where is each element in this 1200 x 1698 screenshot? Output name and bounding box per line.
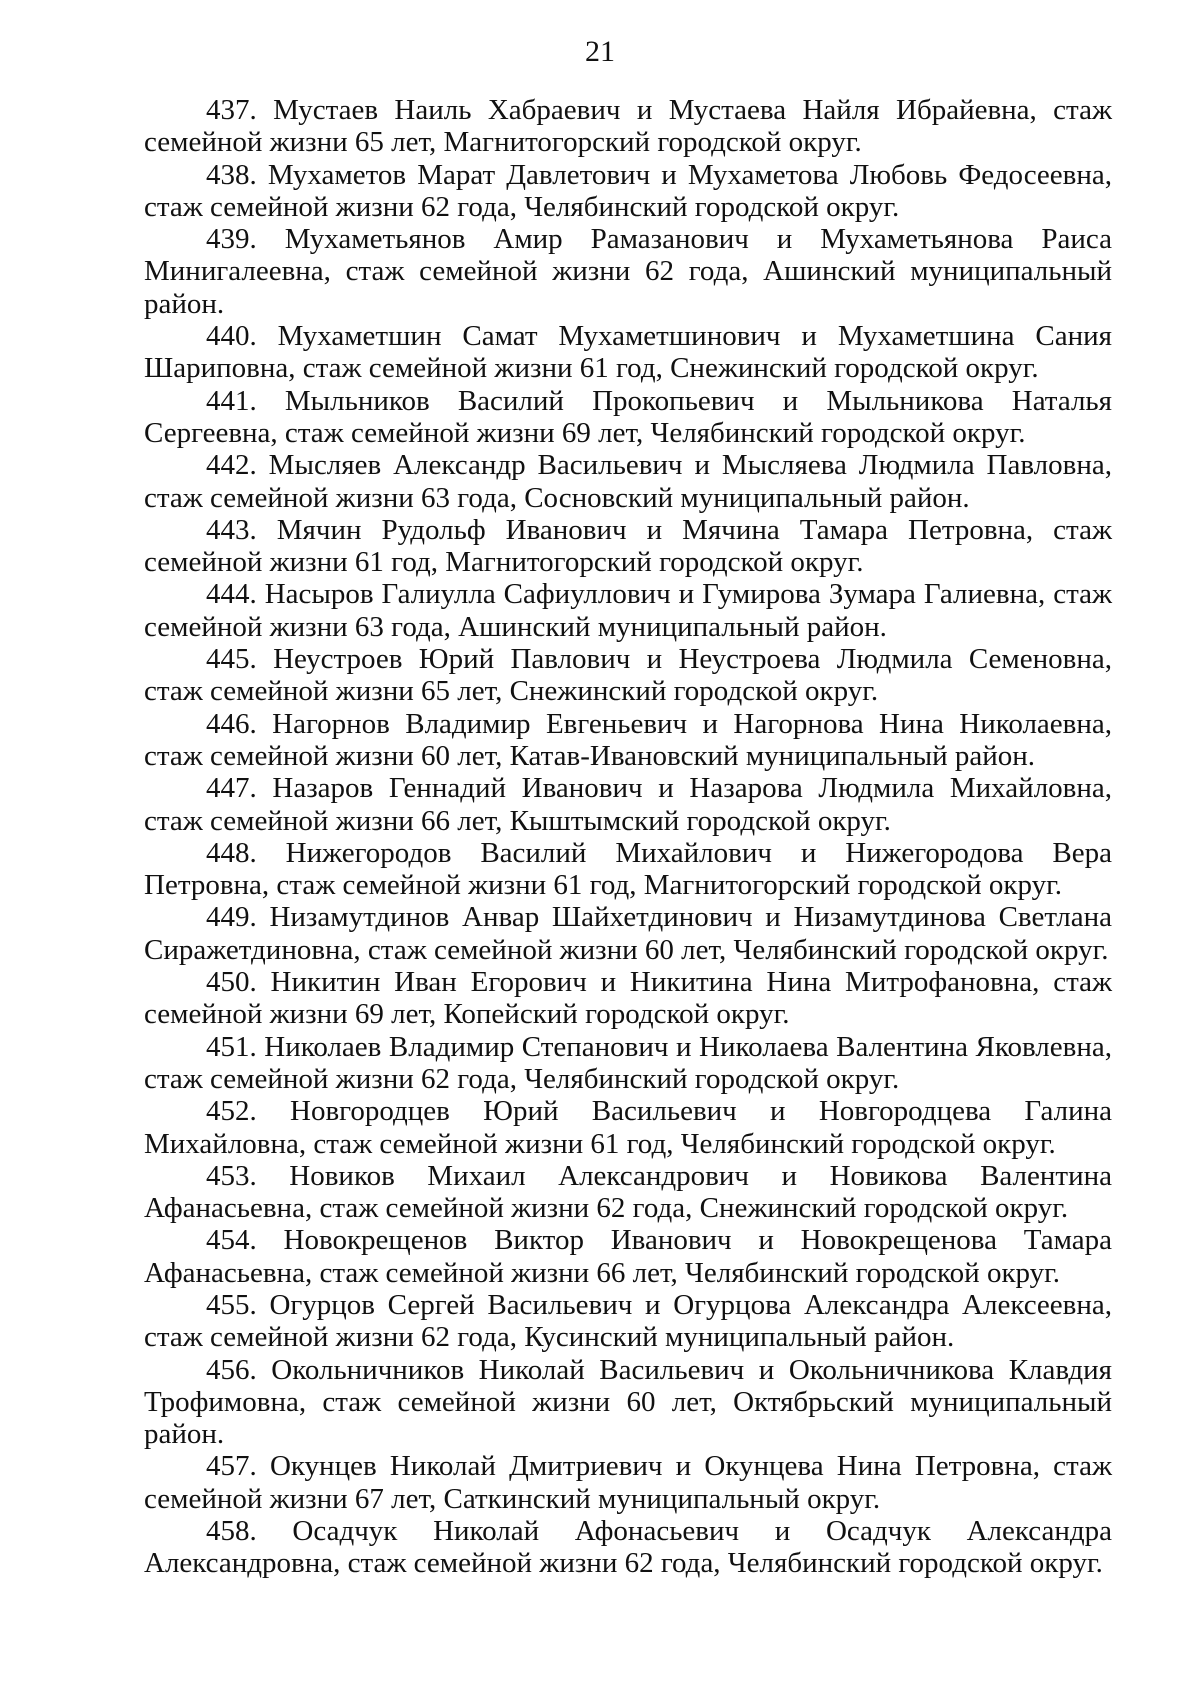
list-item: 458. Осадчук Николай Афонасьевич и Осадчук Александра Александровна, стаж семейной жизни 62 года, Челябинский городской округ.: [144, 1515, 1112, 1580]
list-item: 445. Неустроев Юрий Павлович и Неустроева Людмила Семеновна, стаж семейной жизни 65 лет, Снежинский городской округ.: [144, 643, 1112, 708]
list-item: 439. Мухаметьянов Амир Рамазанович и Мухаметьянова Раиса Минигалеевна, стаж семейной жизни 62 года, Ашинский муниципальный район.: [144, 223, 1112, 320]
list-item: 438. Мухаметов Марат Давлетович и Мухаметова Любовь Федосеевна, стаж семейной жизни 62 года, Челябинский городской округ.: [144, 158, 1112, 223]
list-item: 437. Мустаев Наиль Хабраевич и Мустаева Найля Ибрайевна, стаж семейной жизни 65 лет, Магнитогорский городской округ.: [144, 94, 1112, 159]
list-item: 448. Нижегородов Василий Михайлович и Нижегородова Вера Петровна, стаж семейной жизни 61 год, Магнитогорский городской округ.: [144, 836, 1112, 902]
list-item: 443. Мячин Рудольф Иванович и Мячина Тамара Петровна, стаж семейной жизни 61 год, Магнитогорский городской округ.: [144, 513, 1112, 579]
list-item: 442. Мысляев Александр Васильевич и Мысляева Людмила Павловна, стаж семейной жизни 63 года, Сосновский муниципальный район.: [144, 449, 1112, 514]
list-item: 446. Нагорнов Владимир Евгеньевич и Нагорнова Нина Николаевна, стаж семейной жизни 60 лет, Катав-Ивановский муниципальный район.: [144, 707, 1112, 772]
list-item: 451. Николаев Владимир Степанович и Николаева Валентина Яковлевна, стаж семейной жизни 62 года, Челябинский городской округ.: [144, 1030, 1112, 1095]
list-item: 449. Низамутдинов Анвар Шайхетдинович и Низамутдинова Светлана Сиражетдиновна, стаж семейной жизни 60 лет, Челябинский городской округ.: [144, 901, 1112, 966]
list-item: 457. Окунцев Николай Дмитриевич и Окунцева Нина Петровна, стаж семейной жизни 67 лет, Саткинский муниципальный округ.: [144, 1450, 1112, 1515]
list-item: 440. Мухаметшин Самат Мухаметшинович и Мухаметшина Сания Шариповна, стаж семейной жизни 61 год, Снежинский городской округ.: [144, 320, 1112, 385]
list-item: 447. Назаров Геннадий Иванович и Назарова Людмила Михайловна, стаж семейной жизни 66 лет, Кыштымский городской округ.: [144, 772, 1112, 837]
list-item: 444. Насыров Галиулла Сафиуллович и Гумирова Зумара Галиевна, стаж семейной жизни 63 года, Ашинский муниципальный район.: [144, 578, 1112, 643]
list-item: 453. Новиков Михаил Александрович и Новикова Валентина Афанасьевна, стаж семейной жизни 62 года, Снежинский городской округ.: [144, 1159, 1112, 1225]
list-item: 450. Никитин Иван Егорович и Никитина Нина Митрофановна, стаж семейной жизни 69 лет, Копейский городской округ.: [144, 966, 1112, 1031]
award-list: [144, 94, 1112, 1580]
list-item: 441. Мыльников Василий Прокопьевич и Мыльникова Наталья Сергеевна, стаж семейной жизни 69 лет, Челябинский городской округ.: [144, 384, 1112, 449]
list-item: 455. Огурцов Сергей Васильевич и Огурцова Александра Алексеевна, стаж семейной жизни 62 года, Кусинский муниципальный район.: [144, 1288, 1112, 1354]
list-item: 452. Новгородцев Юрий Васильевич и Новгородцева Галина Михайловна, стаж семейной жизни 61 год, Челябинский городской округ.: [144, 1095, 1112, 1160]
list-item: 454. Новокрещенов Виктор Иванович и Новокрещенова Тамара Афанасьевна, стаж семейной жизни 66 лет, Челябинский городской округ.: [144, 1224, 1112, 1289]
list-item: 456. Окольничников Николай Васильевич и Окольничникова Клавдия Трофимовна, стаж семейной жизни 60 лет, Октябрьский муниципальный район.: [144, 1353, 1112, 1451]
page-number: 21: [585, 35, 615, 68]
